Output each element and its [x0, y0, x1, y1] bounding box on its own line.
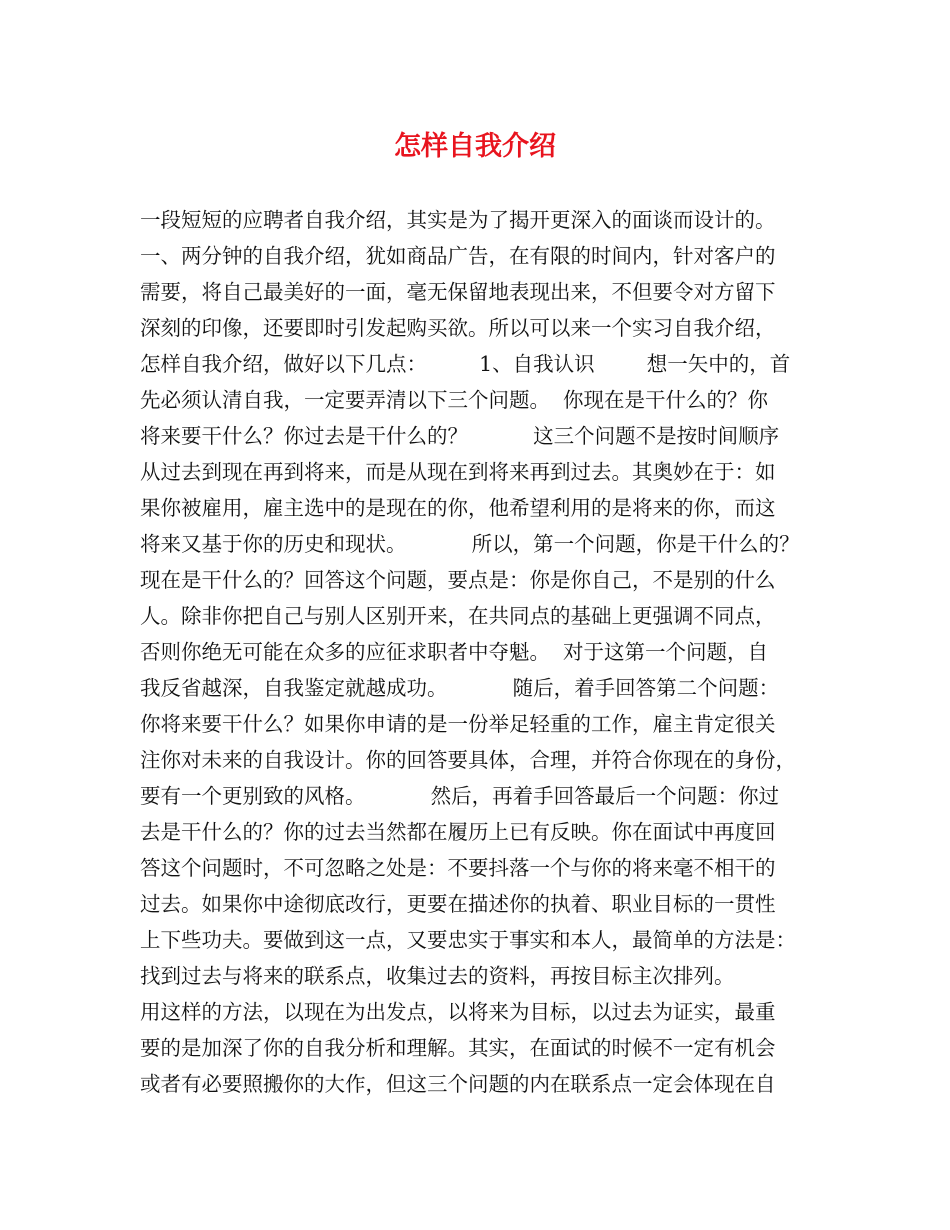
body-line: 将来又基于你的历史和现状。 所以，第一个问题，你是干什么的？ [140, 532, 800, 556]
body-line: 果你被雇用，雇主选中的是现在的你，他希望利用的是将来的你，而这 [140, 496, 776, 520]
body-line: 先必须认清自我，一定要弄清以下三个问题。 你现在是干什么的？你 [140, 388, 769, 412]
body-line: 上下些功夫。要做到这一点，又要忠实于事实和本人，最简单的方法是： [140, 928, 796, 952]
body-line: 要有一个更别致的风格。 然后，再着手回答最后一个问题：你过 [140, 784, 780, 808]
document-title: 怎样自我介绍 [394, 131, 556, 162]
body-line: 一段短短的应聘者自我介绍，其实是为了揭开更深入的面谈而设计的。 [140, 208, 776, 232]
body-line: 需要，将自己最美好的一面，毫无保留地表现出来，不但要令对方留下 [140, 280, 776, 304]
body-line: 将来要干什么？你过去是干什么的？ 这三个问题不是按时间顺序 [140, 424, 780, 448]
document-body [140, 202, 820, 1102]
body-line: 深刻的印像，还要即时引发起购买欲。所以可以来一个实习自我介绍， [140, 316, 776, 340]
body-line: 找到过去与将来的联系点，收集过去的资料，再按目标主次排列。 [140, 964, 735, 988]
body-line: 过去。如果你中途彻底改行，更要在描述你的执着、职业目标的一贯性 [140, 892, 776, 916]
body-line: 答这个问题时，不可忽略之处是：不要抖落一个与你的将来毫不相干的 [140, 856, 776, 880]
body-line: 人。除非你把自己与别人区别开来，在共同点的基础上更强调不同点， [140, 604, 776, 628]
body-line: 现在是干什么的？回答这个问题，要点是：你是你自己，不是别的什么 [140, 568, 776, 592]
body-line: 要的是加深了你的自我分析和理解。其实，在面试的时候不一定有机会 [140, 1036, 776, 1060]
body-line: 你将来要干什么？如果你申请的是一份举足轻重的工作，雇主肯定很关 [140, 712, 776, 736]
body-line: 一、两分钟的自我介绍，犹如商品广告，在有限的时间内，针对客户的 [140, 244, 776, 268]
body-line: 从过去到现在再到将来，而是从现在到将来再到过去。其奥妙在于：如 [140, 460, 776, 484]
body-line: 用这样的方法，以现在为出发点，以将来为目标，以过去为证实，最重 [140, 1000, 776, 1024]
body-line: 或者有必要照搬你的大作，但这三个问题的内在联系点一定会体现在自 [140, 1072, 776, 1096]
body-line: 去是干什么的？你的过去当然都在履历上已有反映。你在面试中再度回 [140, 820, 776, 844]
body-line: 我反省越深，自我鉴定就越成功。 随后，着手回答第二个问题： [140, 676, 780, 700]
body-line: 怎样自我介绍，做好以下几点： 1、自我认识 想一矢中的，首 [140, 352, 791, 376]
body-line: 否则你绝无可能在众多的应征求职者中夺魁。 对于这第一个问题，自 [140, 640, 769, 664]
body-line: 注你对未来的自我设计。你的回答要具体，合理，并符合你现在的身份， [140, 748, 796, 772]
